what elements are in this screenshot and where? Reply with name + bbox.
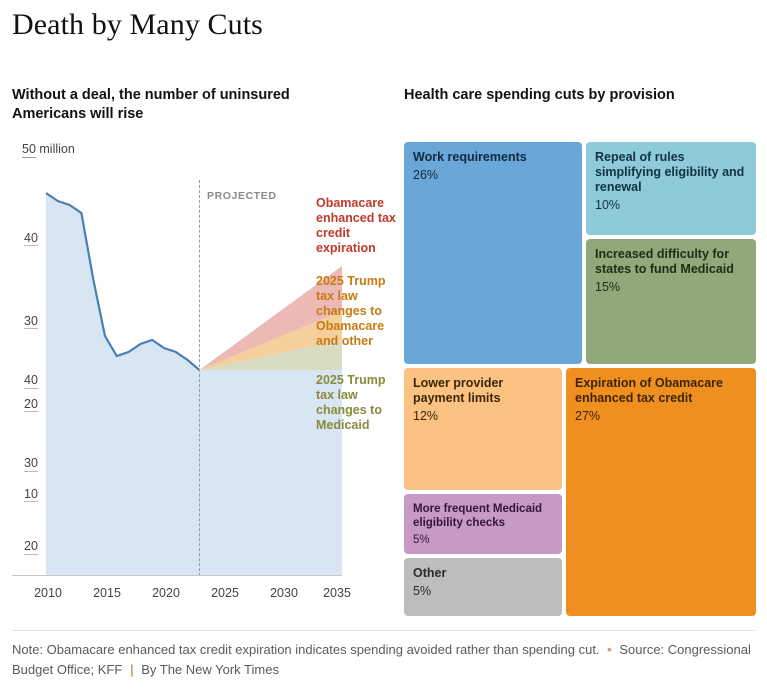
treemap-tile-lower-provider-payments[interactable] <box>404 368 562 490</box>
x-tick-2030: 2030 <box>270 586 298 600</box>
tile-value: 12% <box>413 409 439 423</box>
projection-divider <box>199 180 201 576</box>
footer-divider <box>12 630 755 631</box>
spending-cuts-treemap <box>404 142 756 620</box>
x-tick-2035: 2035 <box>323 586 351 600</box>
tile-value: 5% <box>413 534 430 546</box>
tile-value: 27% <box>575 409 601 423</box>
footer-bullet-2: | <box>129 662 134 677</box>
treemap-panel <box>404 86 756 626</box>
y-axis-unit-label: 50 million <box>22 142 75 156</box>
annotation-trump-tax-law-medicaid: 2025 Trump tax law changes to Medicaid <box>316 373 386 432</box>
tile-label: Other <box>413 566 447 580</box>
line-chart-panel <box>12 86 396 616</box>
x-tick-2010: 2010 <box>34 586 62 600</box>
treemap-tile-expiration-tax-credit[interactable] <box>566 368 756 616</box>
treemap-tile-other[interactable] <box>404 558 562 616</box>
tile-value: 5% <box>413 584 432 598</box>
annotation-tax-credit-expiration: Obamacare enhanced tax credit expiration <box>316 196 396 255</box>
footer-bullet-1: • <box>607 642 612 657</box>
y-label-20: 20 <box>24 397 38 411</box>
y-label-40: 40 <box>24 231 38 245</box>
footer-note: Note: Obamacare enhanced tax credit expiration indicates spending avoided rather than spending cut. <box>12 642 600 657</box>
treemap-tile-repeal-rules[interactable] <box>586 142 756 235</box>
footer-credit: By The New York Times <box>141 662 279 677</box>
tile-label: Work requirements <box>413 150 527 164</box>
annotation-trump-tax-law-obamacare: 2025 Trump tax law changes to Obamacare and other <box>316 274 386 348</box>
footer-source: Source: Congressional Budget Office; KFF <box>12 642 751 677</box>
tile-value: 15% <box>595 280 621 294</box>
page-title: Death by Many Cuts <box>12 8 263 41</box>
treemap-tile-work-requirements[interactable] <box>404 142 582 364</box>
projected-label: PROJECTED <box>207 190 277 202</box>
y-label-10: 10 <box>24 487 38 501</box>
x-tick-2020: 2020 <box>152 586 180 600</box>
y-tick-40: 40 <box>24 373 38 387</box>
treemap-tile-state-funding-medicaid[interactable] <box>586 239 756 364</box>
x-axis-line <box>12 575 342 576</box>
chart-plot-area <box>12 142 342 602</box>
y-tick-30: 30 <box>24 456 38 470</box>
tile-value: 26% <box>413 168 439 182</box>
left-chart-title: Without a deal, the number of uninsured Americans will rise <box>12 87 290 122</box>
tile-value: 10% <box>595 198 621 212</box>
y-label-30: 30 <box>24 314 38 328</box>
footer-notes <box>12 640 752 680</box>
x-tick-2025: 2025 <box>211 586 239 600</box>
treemap-tile-eligibility-checks[interactable] <box>404 494 562 554</box>
tile-label: Increased difficulty for states to fund Medicaid <box>595 247 734 276</box>
y-tick-20: 20 <box>24 539 38 553</box>
tile-label: Repeal of rules simplifying eligibility and renewal <box>595 150 745 194</box>
baseline-area <box>46 193 342 576</box>
right-chart-title: Health care spending cuts by provision <box>404 87 675 103</box>
tile-label: Lower provider payment limits <box>413 376 504 405</box>
tile-label: More frequent Medicaid eligibility checks <box>413 503 543 529</box>
tile-label: Expiration of Obamacare enhanced tax credit <box>575 376 723 405</box>
x-tick-2015: 2015 <box>93 586 121 600</box>
